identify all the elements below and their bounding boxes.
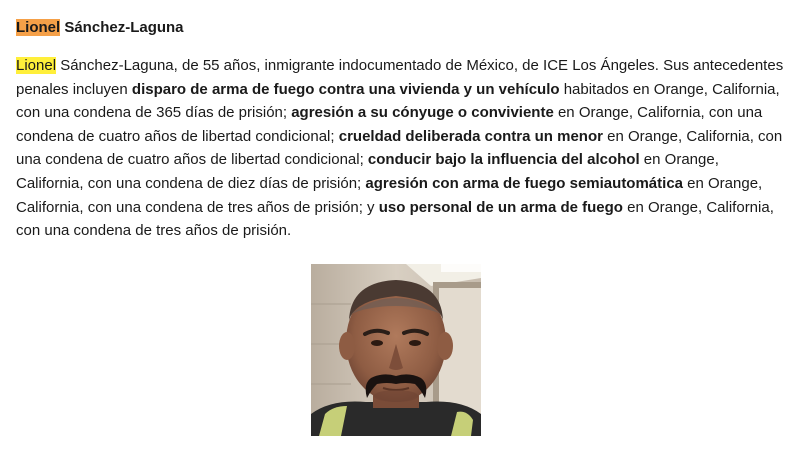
criminal-record-paragraph bbox=[16, 54, 788, 243]
heading-first-name-highlight: Lionel bbox=[16, 19, 61, 36]
charge-spousal-assault: agresión a su cónyuge o conviviente bbox=[291, 104, 554, 122]
heading-last-name: Sánchez-Laguna bbox=[60, 19, 184, 36]
mugshot-photo bbox=[311, 264, 481, 436]
text-segment: habitados en Orange, California, con una condena de 365 días de prisión; bbox=[16, 80, 780, 122]
text-segment: en Orange, California, con una condena de cuatro años de libertad condicional; bbox=[16, 127, 783, 169]
text-segment: Sánchez-Laguna, de 55 años, inmigrante indocumentado de México, de ICE Los Ángeles. Sus antecedentes penales incluyen bbox=[16, 57, 784, 98]
person-heading bbox=[16, 17, 790, 39]
text-segment: en Orange, California, con una condena de tres años de prisión; y bbox=[16, 174, 763, 216]
charge-child-cruelty: crueldad deliberada contra un menor bbox=[338, 127, 603, 145]
text-segment: en Orange, California, con una condena de tres años de prisión. bbox=[16, 198, 774, 240]
charge-firearm-discharge: disparo de arma de fuego contra una vivienda y un vehículo bbox=[131, 80, 560, 98]
charge-dui: conducir bajo la influencia del alcohol bbox=[367, 151, 640, 169]
text-segment: en Orange, California, con una condena de diez días de prisión; bbox=[16, 151, 719, 192]
name-highlight: Lionel bbox=[16, 57, 57, 74]
text-segment: en Orange, California, con una condena de cuatro años de libertad condicional; bbox=[16, 104, 763, 145]
charge-assault-semiautomatic: agresión con arma de fuego semiautomática bbox=[365, 174, 683, 192]
mugshot-illustration bbox=[311, 264, 481, 436]
charge-personal-firearm-use: uso personal de un arma de fuego bbox=[378, 198, 623, 216]
